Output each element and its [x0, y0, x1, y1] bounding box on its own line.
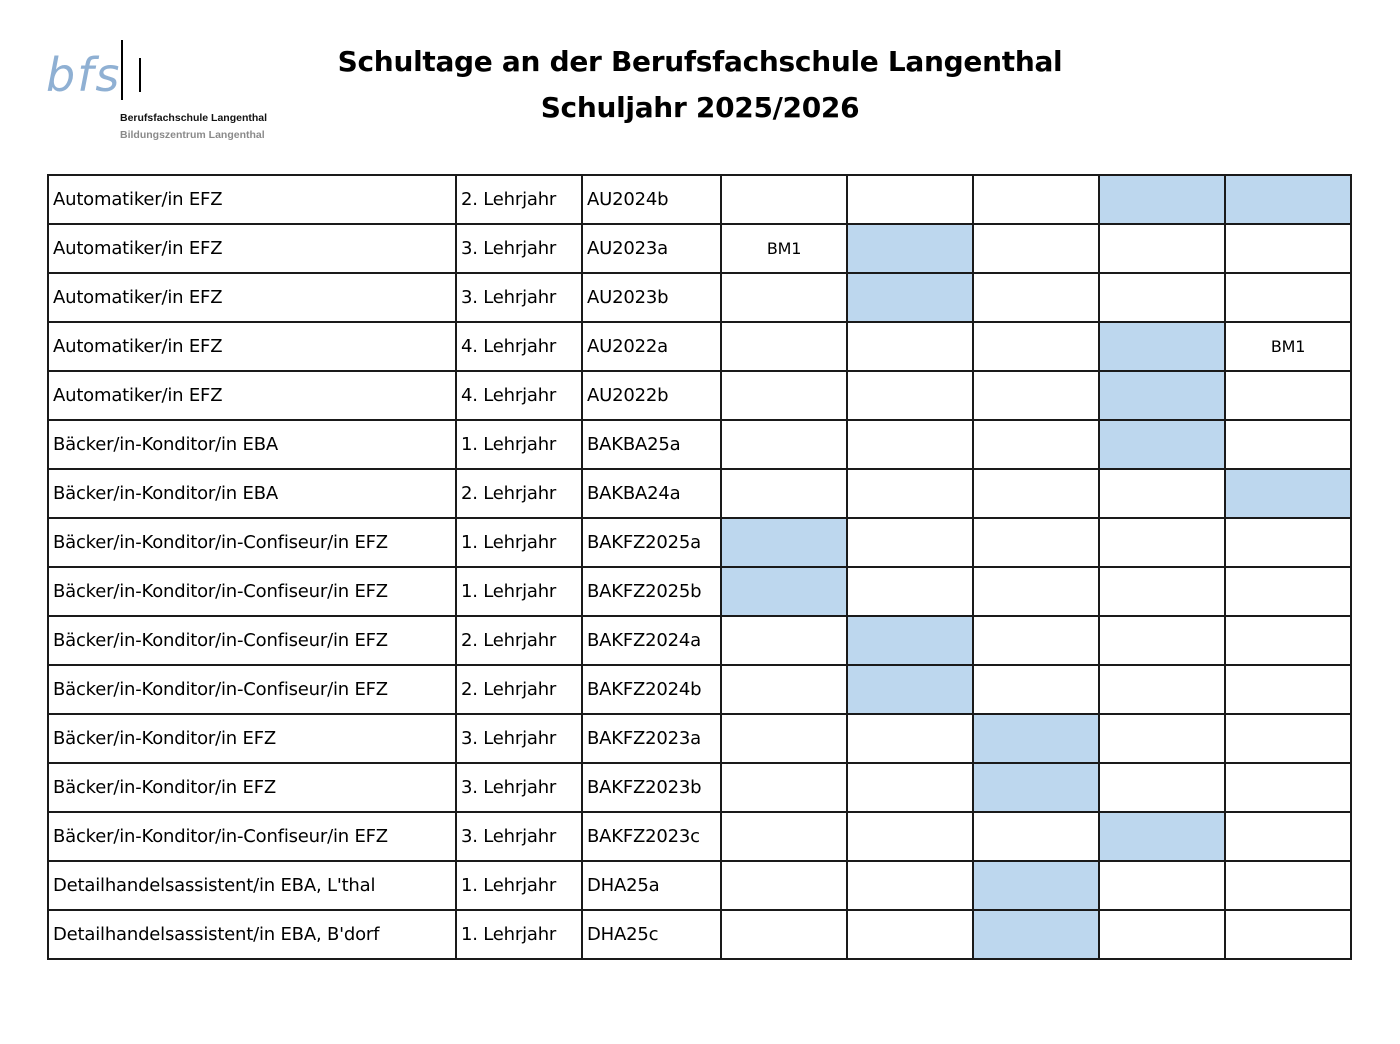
- day-cell: [721, 763, 847, 812]
- cell-klasse: BAKFZ2023a: [582, 714, 721, 763]
- day-cell: [721, 861, 847, 910]
- page-header: [300, 42, 1100, 128]
- day-cell: [1225, 224, 1351, 273]
- cell-klasse: BAKFZ2025b: [582, 567, 721, 616]
- cell-lehrjahr: 3. Lehrjahr: [456, 714, 582, 763]
- day-cell: [721, 420, 847, 469]
- school-day-cell: [973, 763, 1099, 812]
- day-cell: [847, 371, 973, 420]
- day-cell: [1099, 763, 1225, 812]
- cell-klasse: DHA25c: [582, 910, 721, 959]
- cell-klasse: BAKFZ2023b: [582, 763, 721, 812]
- cell-beruf: Bäcker/in-Konditor/in EBA: [48, 469, 456, 518]
- cell-lehrjahr: 4. Lehrjahr: [456, 371, 582, 420]
- day-cell: [847, 567, 973, 616]
- cell-beruf: Automatiker/in EFZ: [48, 224, 456, 273]
- day-cell: [847, 714, 973, 763]
- table-row: [48, 812, 1351, 861]
- day-cell: [973, 371, 1099, 420]
- day-cell: [1225, 371, 1351, 420]
- cell-lehrjahr: 1. Lehrjahr: [456, 861, 582, 910]
- day-cell: [1099, 518, 1225, 567]
- cell-beruf: Bäcker/in-Konditor/in-Confiseur/in EFZ: [48, 567, 456, 616]
- table-row: [48, 616, 1351, 665]
- day-cell: [973, 616, 1099, 665]
- day-cell: [1225, 910, 1351, 959]
- day-cell: [1099, 616, 1225, 665]
- day-cell: [1225, 273, 1351, 322]
- cell-beruf: Detailhandelsassistent/in EBA, B'dorf: [48, 910, 456, 959]
- school-day-cell: [973, 861, 1099, 910]
- cell-beruf: Bäcker/in-Konditor/in EFZ: [48, 763, 456, 812]
- logo-center-name: Bildungszentrum Langenthal: [120, 129, 265, 141]
- day-cell: [973, 469, 1099, 518]
- school-day-cell: [1099, 371, 1225, 420]
- day-cell: [721, 616, 847, 665]
- day-cell: [973, 812, 1099, 861]
- school-day-cell: [847, 616, 973, 665]
- day-cell: [1099, 273, 1225, 322]
- table-row: [48, 322, 1351, 371]
- cell-beruf: Bäcker/in-Konditor/in-Confiseur/in EFZ: [48, 665, 456, 714]
- school-day-cell: [721, 518, 847, 567]
- day-cell: [973, 224, 1099, 273]
- day-cell: [1225, 714, 1351, 763]
- day-cell: [1225, 567, 1351, 616]
- cell-beruf: Automatiker/in EFZ: [48, 322, 456, 371]
- school-day-cell: [1099, 322, 1225, 371]
- table-row: [48, 175, 1351, 224]
- cell-lehrjahr: 1. Lehrjahr: [456, 910, 582, 959]
- table-row: [48, 518, 1351, 567]
- cell-lehrjahr: 3. Lehrjahr: [456, 812, 582, 861]
- day-cell: [847, 910, 973, 959]
- page-title: Schultage an der Berufsfachschule Langenthal: [337, 45, 1063, 78]
- day-cell: [847, 763, 973, 812]
- day-cell: BM1: [1225, 322, 1351, 371]
- logo-divider-short: [139, 58, 141, 92]
- cell-lehrjahr: 3. Lehrjahr: [456, 763, 582, 812]
- day-cell: [973, 420, 1099, 469]
- day-cell: [1225, 616, 1351, 665]
- cell-lehrjahr: 1. Lehrjahr: [456, 420, 582, 469]
- school-day-cell: [1225, 175, 1351, 224]
- cell-klasse: BAKBA24a: [582, 469, 721, 518]
- cell-klasse: AU2024b: [582, 175, 721, 224]
- day-cell: [1099, 469, 1225, 518]
- day-cell: [973, 322, 1099, 371]
- day-cell: [721, 469, 847, 518]
- day-cell: [973, 518, 1099, 567]
- school-day-cell: [847, 273, 973, 322]
- day-cell: [1099, 665, 1225, 714]
- day-cell: [721, 812, 847, 861]
- cell-lehrjahr: 1. Lehrjahr: [456, 567, 582, 616]
- day-cell: [847, 518, 973, 567]
- day-cell: [721, 714, 847, 763]
- cell-beruf: Bäcker/in-Konditor/in-Confiseur/in EFZ: [48, 518, 456, 567]
- cell-klasse: BAKBA25a: [582, 420, 721, 469]
- cell-klasse: BAKFZ2024b: [582, 665, 721, 714]
- cell-lehrjahr: 1. Lehrjahr: [456, 518, 582, 567]
- school-day-cell: [721, 567, 847, 616]
- day-cell: [1225, 861, 1351, 910]
- day-cell: [1099, 224, 1225, 273]
- page-subtitle: Schuljahr 2025/2026: [540, 91, 860, 124]
- cell-beruf: Bäcker/in-Konditor/in EBA: [48, 420, 456, 469]
- table-row: [48, 224, 1351, 273]
- school-day-cell: [847, 665, 973, 714]
- day-cell: [973, 175, 1099, 224]
- day-cell: [1225, 665, 1351, 714]
- table-row: [48, 420, 1351, 469]
- schedule-table: [47, 174, 1352, 960]
- day-cell: [721, 665, 847, 714]
- cell-lehrjahr: 3. Lehrjahr: [456, 273, 582, 322]
- cell-lehrjahr: 2. Lehrjahr: [456, 175, 582, 224]
- day-cell: [973, 567, 1099, 616]
- cell-lehrjahr: 4. Lehrjahr: [456, 322, 582, 371]
- cell-beruf: Bäcker/in-Konditor/in-Confiseur/in EFZ: [48, 812, 456, 861]
- cell-klasse: BAKFZ2023c: [582, 812, 721, 861]
- cell-beruf: Automatiker/in EFZ: [48, 273, 456, 322]
- cell-klasse: AU2023b: [582, 273, 721, 322]
- table-row: [48, 714, 1351, 763]
- day-cell: [1225, 420, 1351, 469]
- day-cell: [1225, 518, 1351, 567]
- day-cell: [1225, 763, 1351, 812]
- day-cell: [847, 861, 973, 910]
- cell-beruf: Bäcker/in-Konditor/in EFZ: [48, 714, 456, 763]
- cell-klasse: BAKFZ2024a: [582, 616, 721, 665]
- day-cell: [847, 812, 973, 861]
- table-row: [48, 665, 1351, 714]
- day-cell: [721, 910, 847, 959]
- day-cell: [847, 175, 973, 224]
- cell-klasse: BAKFZ2025a: [582, 518, 721, 567]
- table-row: [48, 371, 1351, 420]
- logo-divider: [121, 40, 123, 100]
- day-cell: [721, 322, 847, 371]
- cell-beruf: Automatiker/in EFZ: [48, 371, 456, 420]
- cell-lehrjahr: 2. Lehrjahr: [456, 469, 582, 518]
- table-row: [48, 910, 1351, 959]
- cell-lehrjahr: 2. Lehrjahr: [456, 616, 582, 665]
- day-cell: [721, 273, 847, 322]
- school-day-cell: [1225, 469, 1351, 518]
- cell-beruf: Detailhandelsassistent/in EBA, L'thal: [48, 861, 456, 910]
- table-row: [48, 567, 1351, 616]
- day-cell: [1099, 861, 1225, 910]
- cell-klasse: AU2022a: [582, 322, 721, 371]
- day-cell: [973, 665, 1099, 714]
- day-cell: [1225, 812, 1351, 861]
- day-cell: [847, 469, 973, 518]
- school-day-cell: [973, 714, 1099, 763]
- day-cell: [973, 273, 1099, 322]
- schedule-body: [48, 175, 1351, 959]
- school-day-cell: [1099, 812, 1225, 861]
- cell-klasse: AU2023a: [582, 224, 721, 273]
- school-logo: [46, 38, 306, 148]
- day-cell: [1099, 567, 1225, 616]
- school-day-cell: [973, 910, 1099, 959]
- day-cell: [721, 175, 847, 224]
- logo-mark: bfs: [46, 48, 122, 102]
- table-row: [48, 763, 1351, 812]
- day-cell: [1099, 910, 1225, 959]
- school-day-cell: [1099, 175, 1225, 224]
- table-row: [48, 469, 1351, 518]
- day-cell: [847, 420, 973, 469]
- cell-klasse: AU2022b: [582, 371, 721, 420]
- table-row: [48, 861, 1351, 910]
- cell-beruf: Bäcker/in-Konditor/in-Confiseur/in EFZ: [48, 616, 456, 665]
- logo-school-name: Berufsfachschule Langenthal: [120, 112, 268, 124]
- day-cell: [1099, 714, 1225, 763]
- cell-beruf: Automatiker/in EFZ: [48, 175, 456, 224]
- cell-lehrjahr: 3. Lehrjahr: [456, 224, 582, 273]
- school-day-cell: [1099, 420, 1225, 469]
- cell-lehrjahr: 2. Lehrjahr: [456, 665, 582, 714]
- school-day-cell: [847, 224, 973, 273]
- day-cell: [721, 371, 847, 420]
- day-cell: [847, 322, 973, 371]
- cell-klasse: DHA25a: [582, 861, 721, 910]
- day-cell: BM1: [721, 224, 847, 273]
- table-row: [48, 273, 1351, 322]
